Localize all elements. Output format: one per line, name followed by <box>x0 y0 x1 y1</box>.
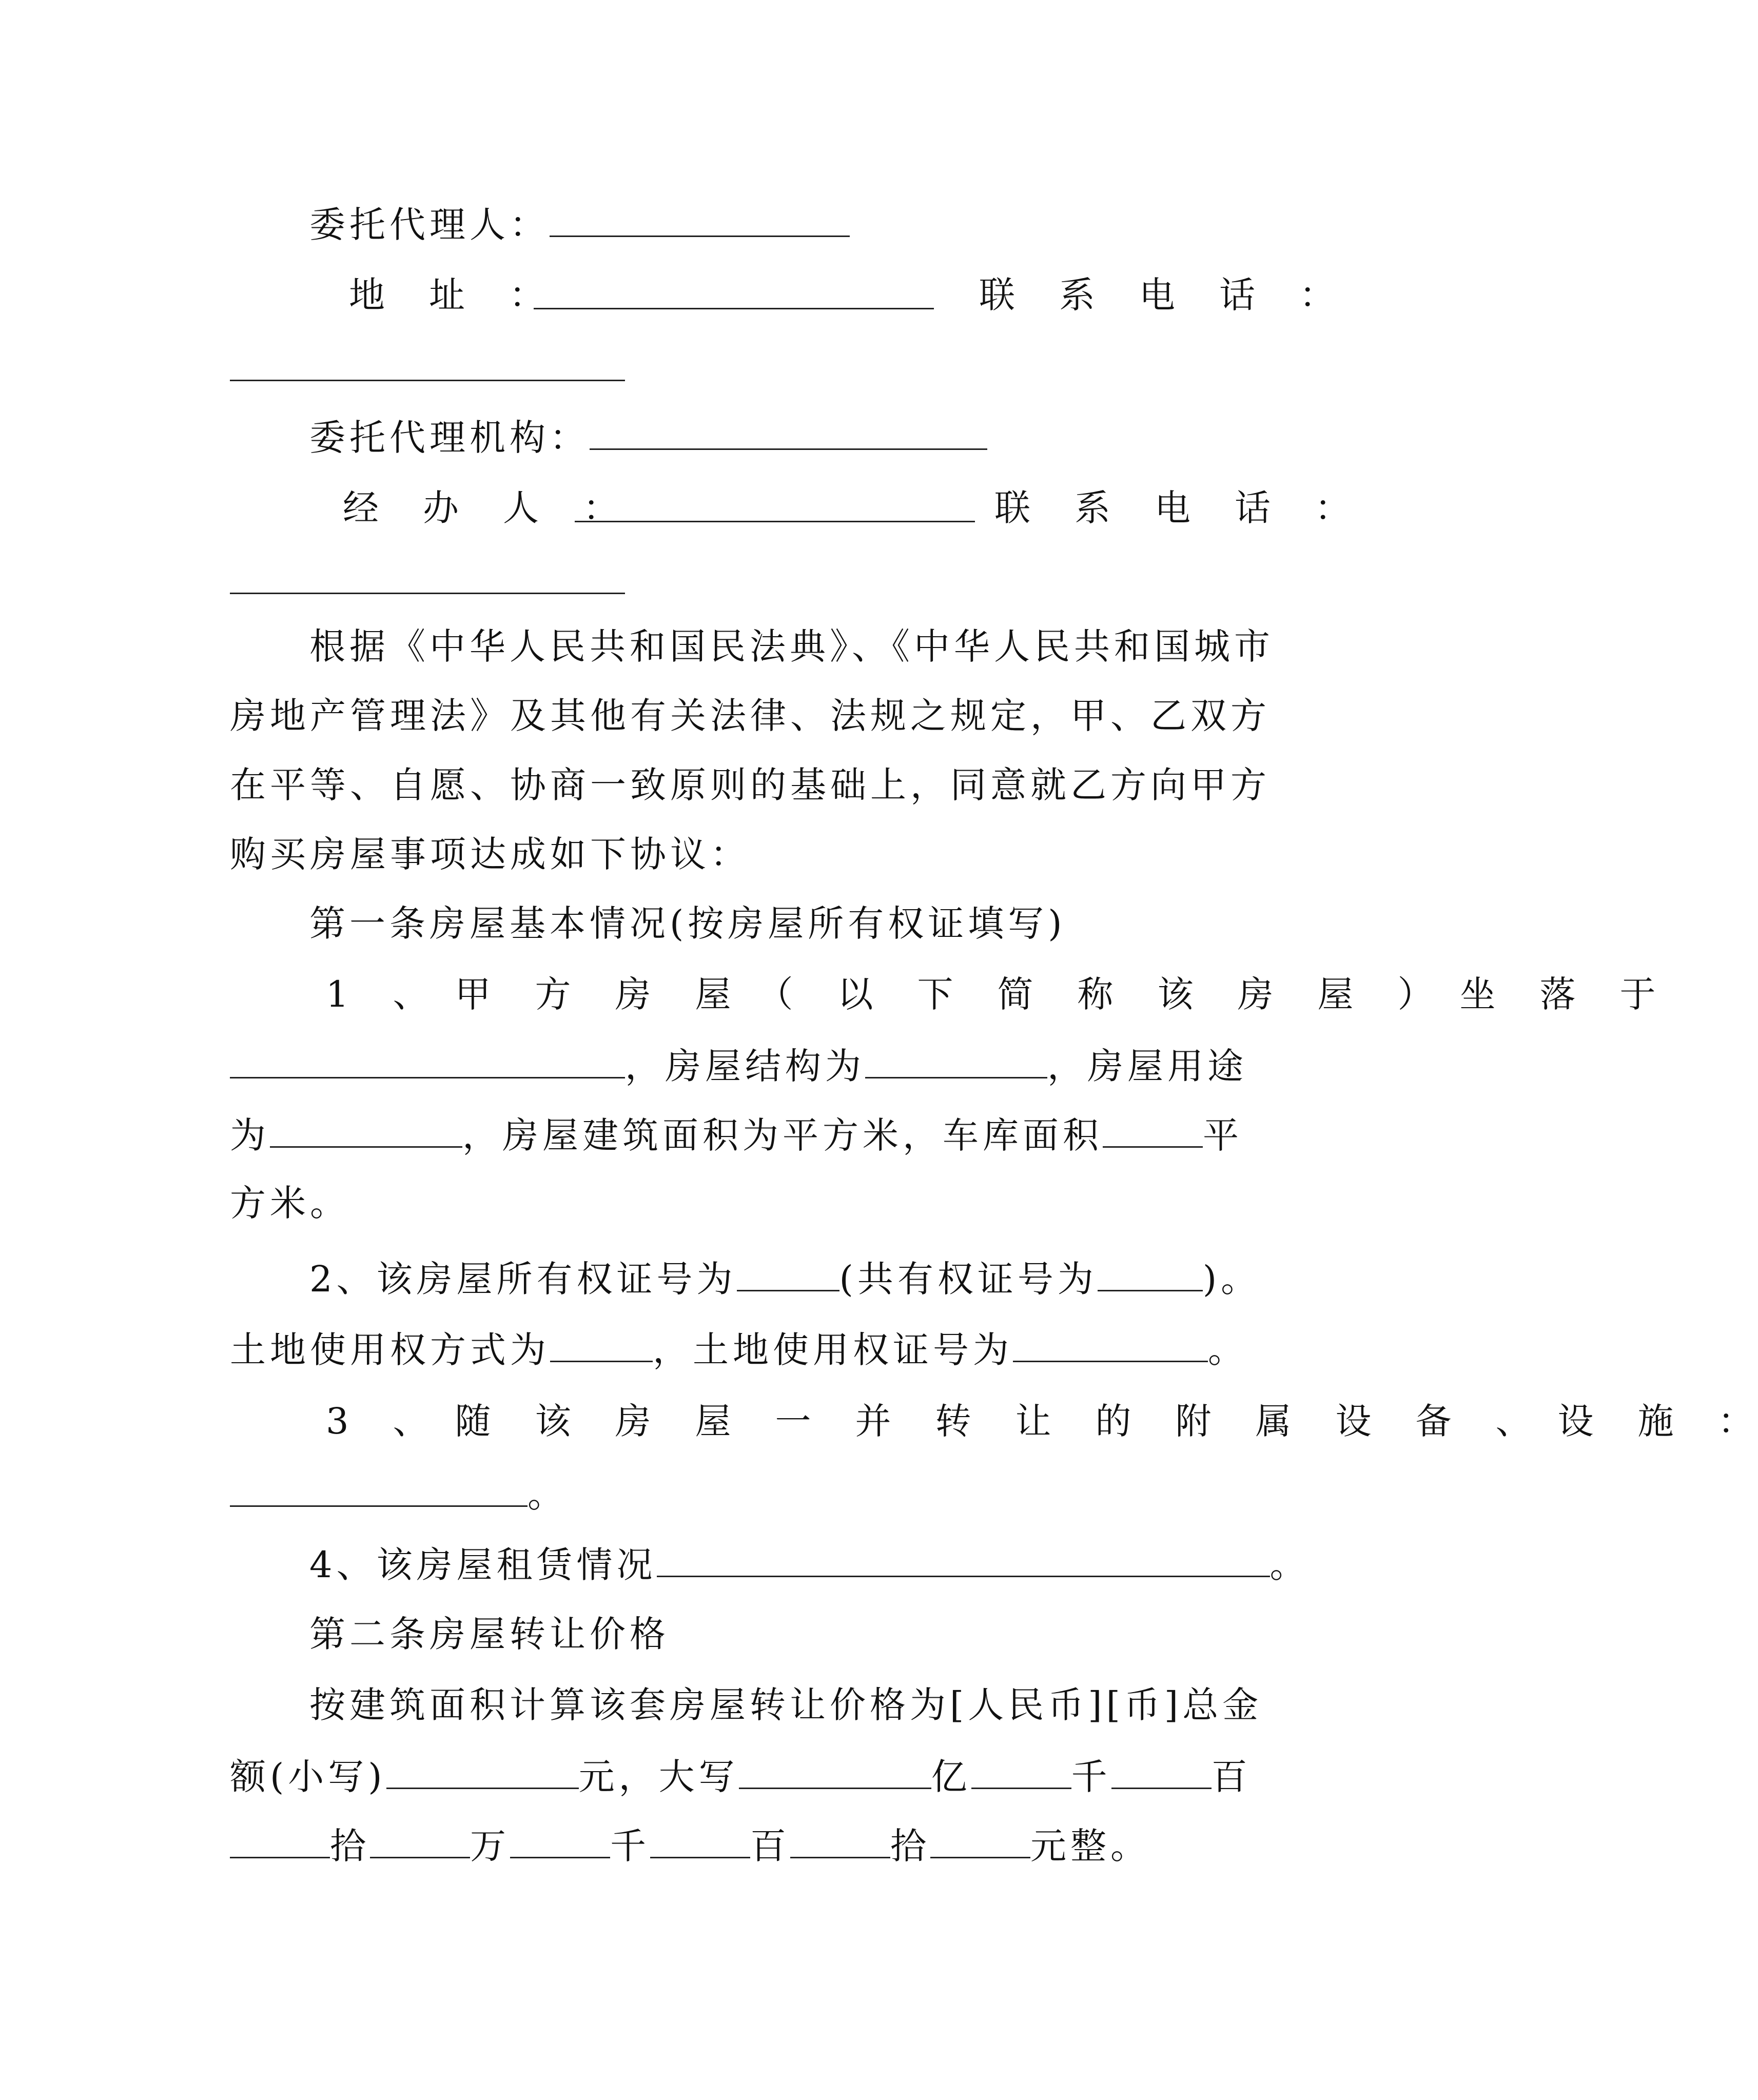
agent-label: 委托代理人： <box>309 204 550 246</box>
agency-label: 委托代理机构： <box>309 417 590 459</box>
area-text: ，房屋建筑面积为平方米，车库面积 <box>462 1114 1103 1156</box>
shi-unit-2: 拾 <box>890 1825 930 1867</box>
article-1-title: 第一条房屋基本情况(按房屋所有权证填写) <box>309 902 1066 945</box>
garage-area-blank <box>1103 1108 1203 1148</box>
qian-unit-2: 千 <box>610 1825 650 1867</box>
intro-line-1: 根据《中华人民共和国民法典》、《中华人民共和国城市 <box>309 625 1274 668</box>
bai-blank-2 <box>650 1819 750 1858</box>
agent-phone-blank <box>230 380 625 381</box>
cert-blank <box>737 1252 839 1291</box>
address-blank <box>534 308 934 309</box>
bai-unit-2: 百 <box>750 1825 790 1867</box>
facilities-blank <box>230 1467 528 1507</box>
shi-unit-1: 拾 <box>330 1825 370 1867</box>
facilities-end: 。 <box>528 1474 568 1516</box>
land-cert-end: 。 <box>1208 1329 1248 1371</box>
shi-blank-1 <box>230 1819 330 1858</box>
usage-blank <box>270 1108 462 1148</box>
joint-cert-blank <box>1098 1252 1203 1291</box>
price-line-2 <box>230 1750 1256 1801</box>
wan-unit: 万 <box>470 1825 510 1867</box>
intro-line-4: 购买房屋事项达成如下协议： <box>230 833 750 875</box>
agent-blank <box>550 198 850 237</box>
item-1-line-1: 1 、 甲 方 房 屋 （ 以 下 简 称 该 房 屋 ） 坐 落 于 <box>326 973 1660 1015</box>
agent-phone-label: 联 系 电 话 ： <box>979 274 1339 316</box>
structure-blank <box>865 1039 1047 1078</box>
agency-blank <box>590 410 987 450</box>
land-cert-blank <box>1013 1323 1208 1362</box>
usage-label-cont: 为 <box>230 1114 270 1156</box>
yuan-end: 元整。 <box>1030 1825 1150 1867</box>
price-line-3 <box>230 1819 1256 1870</box>
item-2-line-1 <box>309 1252 1336 1303</box>
handler-line <box>0 482 1485 534</box>
bai-blank-1 <box>1111 1750 1212 1789</box>
price-small-label: 额(小写) <box>230 1756 386 1798</box>
structure-label: ，房屋结构为 <box>625 1045 865 1087</box>
yi-unit: 亿 <box>931 1756 971 1798</box>
item-2-line-2 <box>230 1323 1256 1374</box>
address-label: 地 址 ： <box>349 274 549 316</box>
item-3-line-2 <box>230 1467 1256 1519</box>
usage-label: ，房屋用途 <box>1047 1045 1247 1087</box>
item-3-line-1: 3 、 随 该 房 屋 一 并 转 让 的 附 属 设 备 、 设 施 ： <box>326 1400 1758 1442</box>
land-method-blank <box>550 1323 653 1362</box>
item-1-line-4: 方米。 <box>230 1182 350 1224</box>
intro-line-2: 房地产管理法》及其他有关法律、法规之规定，甲、乙双方 <box>230 695 1271 737</box>
land-cert-label: ，土地使用权证号为 <box>653 1329 1013 1371</box>
joint-cert-label: (共有权证号为 <box>839 1258 1098 1300</box>
location-blank <box>230 1039 625 1078</box>
price-big-label: 元，大写 <box>578 1756 739 1798</box>
price-small-blank <box>386 1750 579 1789</box>
qian-blank-1 <box>971 1750 1071 1789</box>
handler-blank <box>575 521 975 522</box>
item-4-line <box>309 1538 1336 1589</box>
qian-unit-1: 千 <box>1071 1756 1111 1798</box>
handler-label: 经 办 人 ： <box>343 487 623 529</box>
price-line-1: 按建筑面积计算该套房屋转让价格为[人民币][币]总金 <box>309 1684 1263 1726</box>
lease-blank <box>657 1538 1270 1577</box>
yuan-blank <box>930 1819 1030 1858</box>
agent-address-line <box>0 269 1485 321</box>
agent-line <box>309 198 1336 249</box>
lease-end: 。 <box>1269 1544 1310 1586</box>
lease-label: 4、该房屋租赁情况 <box>309 1544 657 1586</box>
agency-phone-label: 联 系 电 话 ： <box>994 487 1355 529</box>
cert-label: 2、该房屋所有权证号为 <box>309 1258 737 1300</box>
item-1-line-3 <box>230 1108 1256 1160</box>
qian-blank-2 <box>510 1819 610 1858</box>
yi-blank <box>739 1750 931 1789</box>
article-2-title: 第二条房屋转让价格 <box>309 1613 670 1655</box>
wan-blank <box>370 1819 470 1858</box>
item-1-line-2 <box>230 1039 1256 1090</box>
shi-blank-2 <box>790 1819 890 1858</box>
intro-line-3: 在平等、自愿、协商一致原则的基础上，同意就乙方向甲方 <box>230 764 1271 806</box>
joint-cert-close: )。 <box>1202 1258 1261 1300</box>
garage-unit: 平 <box>1203 1114 1243 1156</box>
agency-phone-blank <box>230 593 625 594</box>
bai-unit-1: 百 <box>1211 1756 1252 1798</box>
agency-line <box>309 410 1336 462</box>
land-method-label: 土地使用权方式为 <box>230 1329 550 1371</box>
